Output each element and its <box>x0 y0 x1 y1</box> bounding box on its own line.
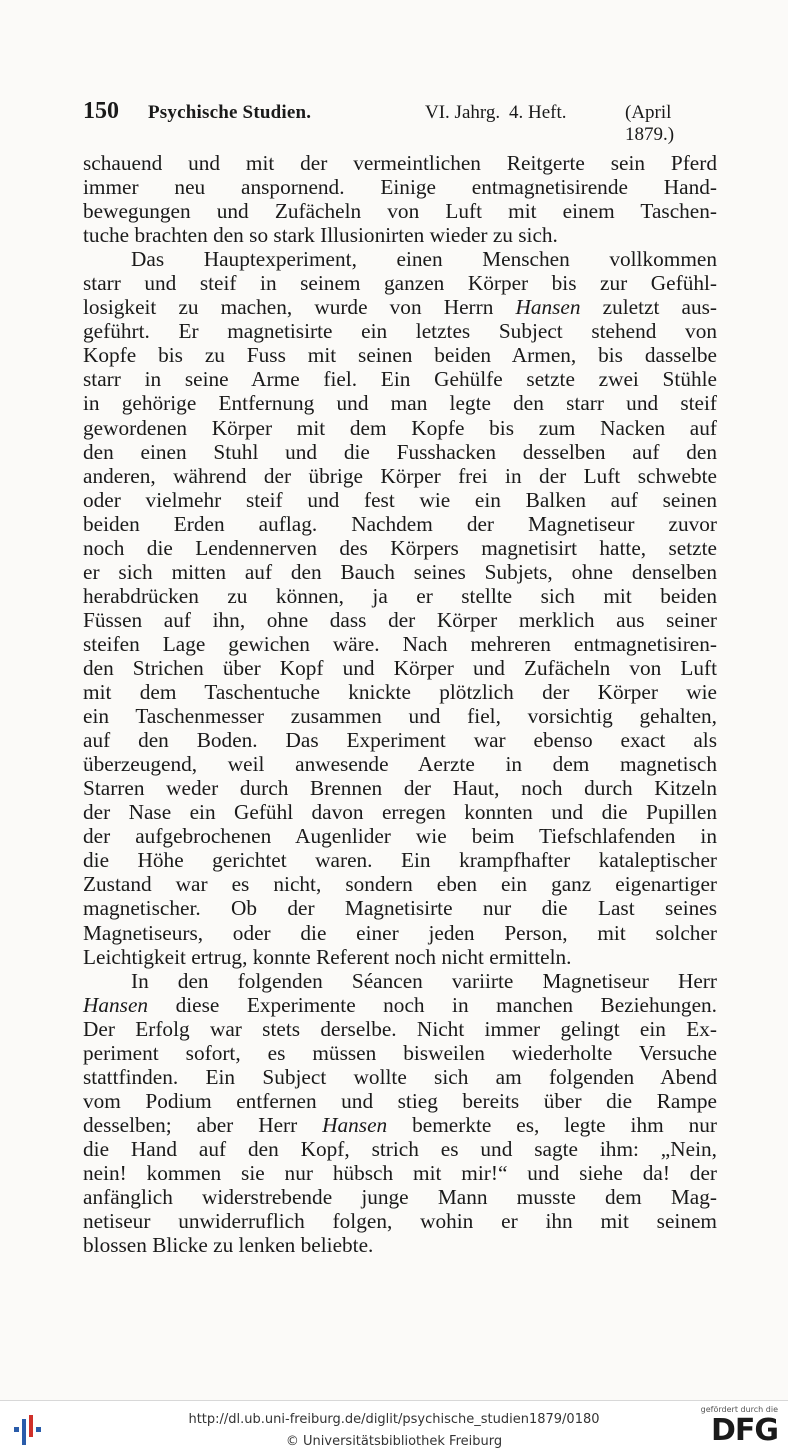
text-line: Das Hauptexperiment, einen Menschen vollkommen <box>131 247 717 272</box>
text-line: noch die Lendennerven des Körpers magnetisirt hatte, setzte <box>83 535 717 560</box>
dfg-logo[interactable] <box>692 1405 778 1451</box>
text-line: Kopfe bis zu Fuss mit seinen beiden Armen, bis dasselbe <box>83 343 717 368</box>
text-line: Der Erfolg war stets derselbe. Nicht immer gelingt ein Ex- <box>83 1016 717 1041</box>
text-line: In den folgenden Séancen variirte Magnetiseur Herr <box>131 968 717 993</box>
page-url[interactable]: http://dl.ub.uni-freiburg.de/diglit/psychische_studien1879/0180 <box>188 1412 600 1427</box>
journal-title: Psychische Studien. <box>148 102 312 123</box>
copyright-notice: © Universitätsbibliothek Freiburg <box>285 1434 503 1449</box>
text-line: auf den Boden. Das Experiment war ebenso exact als <box>83 728 717 753</box>
text-line: bewegungen und Zufächeln von Luft mit einem Taschen- <box>83 199 717 224</box>
text-line: desselben; aber Herr Hansen bemerkte es, legte ihm nur <box>83 1112 717 1137</box>
text-line: er sich mitten auf den Bauch seines Subjets, ohne denselben <box>83 559 717 584</box>
text-line: geführt. Er magnetisirte ein letztes Subject stehend von <box>83 319 717 344</box>
text-line: überzeugend, weil anwesende Aerzte in dem magnetisch <box>83 752 717 777</box>
text-line: stattfinden. Ein Subject wollte sich am folgenden Abend <box>83 1064 717 1089</box>
text-line: die Hand auf den Kopf, strich es und sagte ihm: „Nein, <box>83 1136 717 1161</box>
italic-name: Hansen <box>322 1112 388 1137</box>
text-line: Zustand war es nicht, sondern eben ein ganz eigenartiger <box>83 872 717 897</box>
dfg-logo-text: DFG <box>710 1413 778 1448</box>
text-line: die Höhe gerichtet waren. Ein krampfhafter kataleptischer <box>83 848 717 873</box>
text-line: steifen Lage gewichen wäre. Nach mehreren entmagnetisiren- <box>83 631 717 656</box>
italic-name: Hansen <box>515 295 581 320</box>
text-line: Hansen diese Experimente noch in manchen Beziehungen. <box>83 992 717 1017</box>
text-line: oder vielmehr steif und fest wie ein Balken auf seinen <box>83 487 717 512</box>
text-line: schauend und mit der vermeintlichen Reitgerte sein Pferd <box>83 151 717 175</box>
text-line: Füssen auf ihn, ohne dass der Körper merklich aus seiner <box>83 607 717 632</box>
text-line: den einen Stuhl und die Fusshacken desselben auf den <box>83 439 717 464</box>
text-line: in gehörige Entfernung und man legte den starr und steif <box>83 391 717 416</box>
sponsor-note: gefördert durch die <box>700 1405 778 1414</box>
text-line: herabdrücken zu können, ja er stellte sich mit beiden <box>83 583 717 608</box>
text-line: anfänglich widerstrebende junge Mann musste dem Mag- <box>83 1185 717 1210</box>
text-line: starr und steif in seinem ganzen Körper bis zur Gefühl- <box>83 271 717 296</box>
text-line: losigkeit zu machen, wurde von Herrn Hansen zuletzt aus- <box>83 295 717 320</box>
text-line: beiden Erden auflag. Nachdem der Magnetiseur zuvor <box>83 511 717 536</box>
text-line: netiseur unwiderruflich folgen, wohin er ihn mit seinem <box>83 1209 717 1234</box>
text-line: Magnetiseurs, oder die einer jeden Person, mit solcher <box>83 920 717 945</box>
viewer-footer <box>0 1400 788 1455</box>
text-line: anderen, während der übrige Körper frei in der Luft schwebte <box>83 463 717 488</box>
text-line: Leichtigkeit ertrug, konnte Referent noch nicht ermitteln. <box>83 944 572 969</box>
running-header <box>83 98 723 145</box>
page-number: 150 <box>83 98 119 124</box>
text-line: magnetischer. Ob der Magnetisirte nur die Last seines <box>83 896 717 921</box>
text-line: starr in seine Arme fiel. Ein Gehülfe setzte zwei Stühle <box>83 367 717 392</box>
text-line: vom Podium entfernen und stieg bereits über die Rampe <box>83 1088 717 1113</box>
text-line: den Strichen über Kopf und Körper und Zufächeln von Luft <box>83 655 717 680</box>
volume: VI. Jahrg. <box>425 102 501 123</box>
text-line: blossen Blicke zu lenken beliebte. <box>83 1233 374 1258</box>
text-line: periment sofort, es müssen bisweilen wiederholte Versuche <box>83 1040 717 1065</box>
italic-name: Hansen <box>83 992 149 1017</box>
issue-date: (April 1879.) <box>625 102 675 145</box>
issue: 4. Heft. <box>509 102 567 123</box>
text-line: mit dem Taschentuche knickte plötzlich der Körper wie <box>83 680 717 705</box>
text-line: immer neu anspornend. Einige entmagnetisirende Hand- <box>83 175 717 200</box>
text-line: der aufgebrochenen Augenlider wie beim Tiefschlafenden in <box>83 824 717 849</box>
text-line: nein! kommen sie nur hübsch mit mir!“ und siehe da! der <box>83 1160 717 1185</box>
text-line: der Nase ein Gefühl davon erregen konnten und die Pupillen <box>83 800 717 825</box>
text-line: tuche brachten den so stark Illusionirten wieder zu sich. <box>83 223 558 248</box>
body-text <box>83 151 717 1257</box>
text-line: ein Taschenmesser zusammen und fiel, vorsichtig gehalten, <box>83 704 717 729</box>
text-line: Starren weder durch Brennen der Haut, noch durch Kitzeln <box>83 776 717 801</box>
text-line: gewordenen Körper mit dem Kopfe bis zum Nacken auf <box>83 415 717 440</box>
